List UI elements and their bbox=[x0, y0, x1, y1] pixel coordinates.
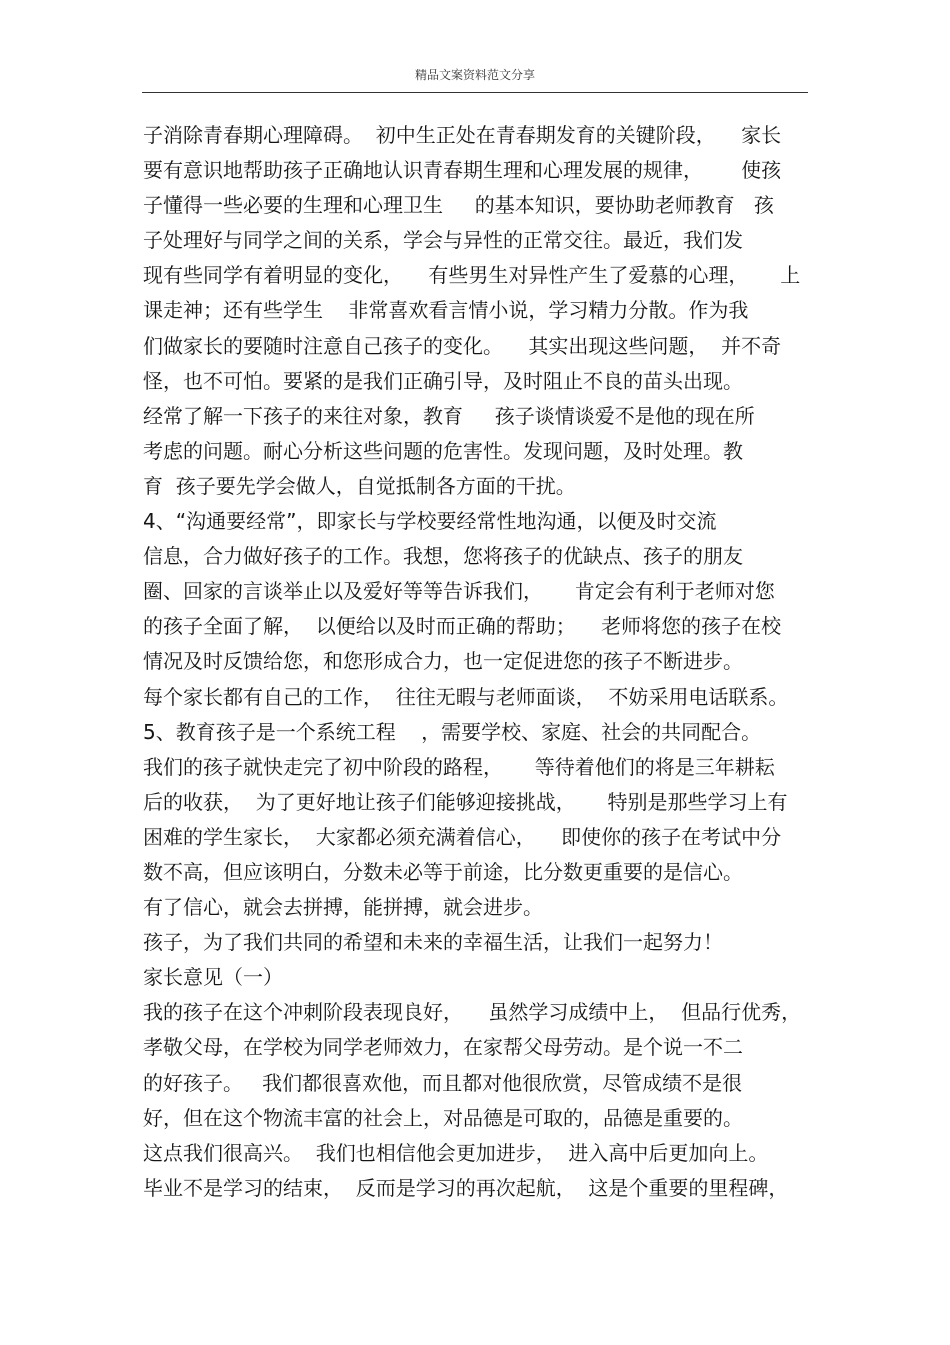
text-line: 有了信心，就会去拼搏，能拼搏，就会进步。 bbox=[143, 895, 543, 920]
text-line: 毕业不是学习的结束， 反而是学习的再次起航， 这是个重要的里程碑， bbox=[143, 1175, 789, 1200]
text-line: 圈、回家的言谈举止以及爱好等等告诉我们， 肯定会有利于老师对您 bbox=[143, 579, 775, 604]
text-line: 育 孩子要先学会做人，自觉抵制各方面的干扰。 bbox=[143, 473, 576, 498]
text-line: 子消除青春期心理障碍。 初中生正处在青春期发育的关键阶段， 家长 bbox=[143, 123, 782, 147]
text-line: 困难的学生家长， 大家都必须充满着信心， 即使你的孩子在考试中分 bbox=[143, 824, 782, 849]
page-header bbox=[142, 64, 808, 93]
text-line: 好，但在这个物流丰富的社会上，对品德是可取的，品德是重要的。 bbox=[143, 1105, 743, 1130]
text-line: 现有些同学有着明显的变化， 有些男生对异性产生了爱慕的心理， 上 bbox=[143, 263, 801, 288]
text-line: 信息，合力做好孩子的工作。我想，您将孩子的优缺点、孩子的朋友 bbox=[143, 544, 743, 569]
text-line: 怪，也不可怕。要紧的是我们正确引导，及时阻止不良的苗头出现。 bbox=[143, 368, 743, 393]
text-line: 我们的孩子就快走完了初中阶段的路程， 等待着他们的将是三年耕耘 bbox=[143, 754, 775, 779]
text-line: 经常了解一下孩子的来往对象，教育 孩子谈情谈爱不是他的现在所 bbox=[143, 403, 755, 428]
text-line: 的好孩子。 我们都很喜欢他，而且都对他很欣赏，尽管成绩不是很 bbox=[143, 1070, 743, 1095]
text-line: 每个家长都有自己的工作， 往往无暇与老师面谈， 不妨采用电话联系。 bbox=[143, 684, 789, 709]
text-line: 子懂得一些必要的生理和心理卫生 的基本知识，要协助老师教育 孩 bbox=[143, 193, 774, 218]
text-line: 数不高，但应该明白，分数未必等于前途，比分数更重要的是信心。 bbox=[143, 859, 743, 884]
text-line: 孝敬父母，在学校为同学老师效力，在家帮父母劳动。是个说一不二 bbox=[143, 1035, 743, 1060]
text-line: 的孩子全面了解， 以便给以及时而正确的帮助； 老师将您的孩子在校 bbox=[143, 614, 782, 639]
text-line: 子处理好与同学之间的关系，学会与异性的正常交往。最近，我们发 bbox=[143, 228, 743, 253]
text-line: 课走神；还有些学生 非常喜欢看言情小说，学习精力分散。作为我 bbox=[143, 298, 749, 323]
section-heading-5: 5、教育孩子是一个系统工程 ，需要学校、家庭、社会的共同配合。 bbox=[143, 719, 762, 744]
header-title: 精品文案资料范文分享 bbox=[414, 68, 535, 82]
text-line: 孩子，为了我们共同的希望和未来的幸福生活，让我们一起努力！ bbox=[143, 930, 723, 955]
text-line: 要有意识地帮助孩子正确地认识青春期生理和心理发展的规律， 使孩 bbox=[143, 158, 782, 183]
text-line: 们做家长的要随时注意自己孩子的变化。 其实出现这些问题， 并不奇 bbox=[143, 333, 782, 358]
text-line: 考虑的问题。耐心分析这些问题的危害性。发现问题，及时处理。教 bbox=[143, 438, 743, 463]
text-line: 这点我们很高兴。 我们也相信他会更加进步， 进入高中后更加向上。 bbox=[143, 1140, 769, 1165]
text-line: 情况及时反馈给您，和您形成合力，也一定促进您的孩子不断进步。 bbox=[143, 649, 743, 674]
text-line: 后的收获， 为了更好地让孩子们能够迎接挑战， 特别是那些学习上有 bbox=[143, 789, 788, 814]
section-heading-4: 4、“沟通要经常”，即家长与学校要经常性地沟通，以便及时交流 bbox=[143, 509, 717, 534]
text-line: 我的孩子在这个冲刺阶段表现良好， 虽然学习成绩中上， 但品行优秀， bbox=[143, 1000, 802, 1025]
parent-opinion-heading: 家长意见（一） bbox=[143, 965, 283, 990]
document-body bbox=[143, 118, 813, 1206]
